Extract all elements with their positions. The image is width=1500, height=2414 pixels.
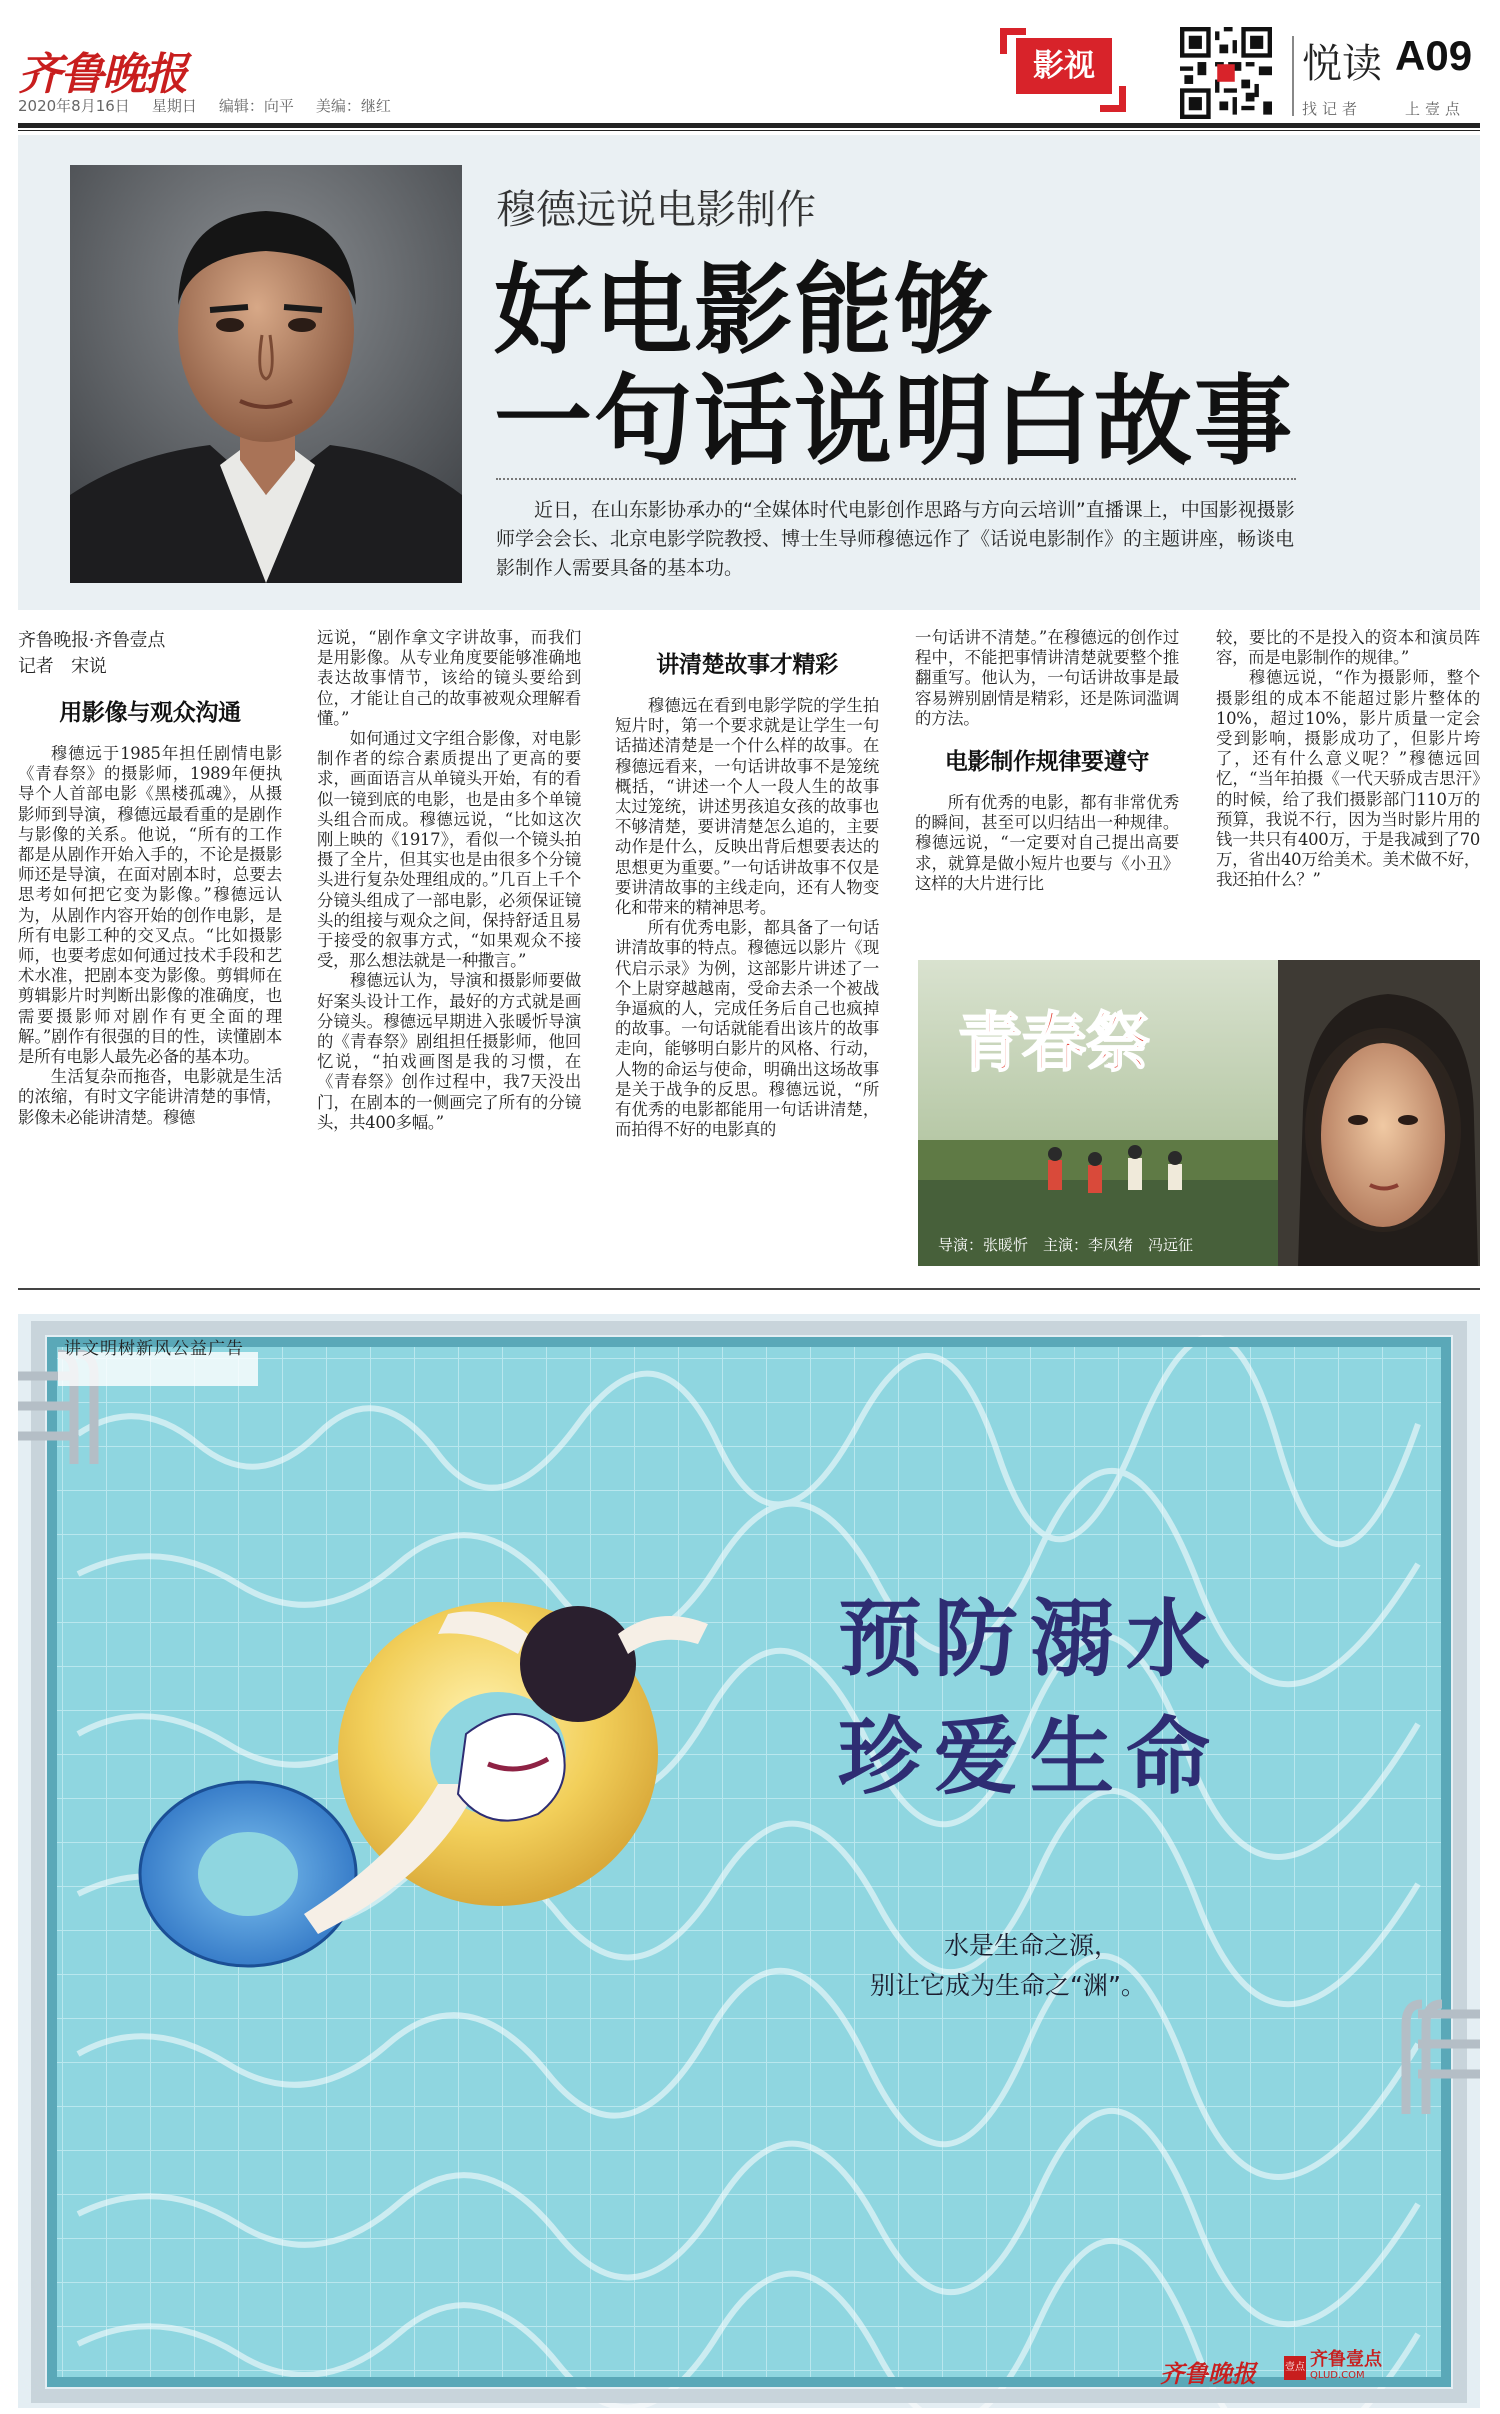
subhead-1: 用影像与观众沟通 xyxy=(59,700,241,726)
blue-swim-ring-icon xyxy=(140,1782,356,1966)
article-column-5 xyxy=(1216,628,1480,891)
masthead-slogan-left: 找记者 xyxy=(1302,100,1363,118)
article-headline-line2: 一句话说明白故事 xyxy=(494,365,1295,479)
paragraph: 穆德远在看到电影学院的学生拍短片时，第一个要求就是让学生一句话描述清楚是一个什么样的故事。在穆德远看来，一句话讲故事不是笼统概括，“讲述一个人一段人生的故事太过笼统，讲述男孩追女孩的故事也不够清楚，要讲清楚怎么追的，主要动作是什么，反映出背后想要表达的思想更为重要。”一句话讲故事不仅是要讲清故事的主线走向，还有人物变化和带来的精神思考。 xyxy=(615,696,879,918)
byline-outlet: 齐鲁晚报·齐鲁壹点 xyxy=(18,630,166,651)
paragraph: 穆德远说，“作为摄影师，整个摄影组的成本不能超过影片整体的10%，超过10%，影片质量一定会受到影响，摄影成功了，但影片垮了，还有什么意义呢？”穆德远回忆，“当年拍摄《一代天骄成吉思汗》的时候，给了我们摄影部门110万的预算，我说不行，因为当时影片用的钱一共只有400万，于是我减到了70万，省出40万给美术。美术做不好，我还拍什么？” xyxy=(1216,668,1480,890)
ad-newspaper-logo: 齐鲁晚报 xyxy=(1160,2359,1256,2388)
column-name: 悦读 xyxy=(1302,41,1382,87)
ad-label: 讲文明树新风公益广告 xyxy=(64,1339,244,1359)
section-tag: 影视 xyxy=(1016,38,1112,94)
article-column-1 xyxy=(18,628,282,1128)
paragraph: 如何通过文字组合影像，对电影制作者的综合素质提出了更高的要求，画面语言从单镜头开始，有的看似一镜到底的电影，也是由多个单镜头组合而成。穆德远说，“比如这次刚上映的《1917》，看似一个镜头拍摄了全片，但其实也是由很多个分镜头进行复杂处理组成的。”几百上千个分镜头组成了一部电影，必须保证镜头的组接与观众之间，保持舒适且易于接受的叙事方式，“如果观众不接受，那么想法就是一种撒言。” xyxy=(317,729,581,971)
paragraph: 一句话讲不清楚。”在穆德远的创作过程中，不能把事情讲清楚就要整个推翻重写。他认为，一句话讲故事是最容易辨别剧情是精彩，还是陈词滥调的方法。 xyxy=(915,628,1179,728)
masthead-rule-thin xyxy=(18,130,1480,131)
qr-code-icon[interactable] xyxy=(1180,27,1272,119)
paragraph: 生活复杂而拖沓，电影就是生活的浓缩，有时文字能讲清楚的事情，影像未必能讲清楚。穆德 xyxy=(18,1067,282,1127)
masthead-slogan-right: 上壹点 xyxy=(1405,100,1466,118)
paragraph: 所有优秀电影，都具备了一句话讲清故事的特点。穆德远以影片《现代启示录》为例，这部影片讲述了一个上尉穿越越南，受命去杀一个被战争逼疯的人，完成任务后自己也疯掉的故事。一句话就能看出该片的故事走向，能够明白影片的风格、行动，人物的命运与使命，明确出这场故事是关于战争的反思。穆德远说，“所有优秀的电影都能用一句话讲清楚，而拍得不好的电影真的 xyxy=(615,918,879,1140)
headline-divider xyxy=(496,478,1296,480)
masthead-divider xyxy=(1292,36,1294,116)
film-poster-title: 青春祭 xyxy=(958,1006,1150,1081)
ad-app-logo-name: 齐鲁壹点 xyxy=(1310,2349,1382,2370)
article-headline-line1: 好电影能够 xyxy=(494,254,995,368)
article-column-4 xyxy=(915,628,1179,894)
ad-tagline-line2: 别让它成为生命之“渊”。 xyxy=(870,1971,1146,2000)
designer-credit: 美编：继红 xyxy=(315,97,391,115)
paragraph: 穆德远于1985年担任剧情电影《青春祭》的摄影师，1989年便执导个人首部电影《黑楼孤魂》，从摄影师到导演，穆德远最看重的是剧作与影像的关系。他说，“所有的工作都是从剧作开始入手的，不论是摄影师还是导演，在面对剧本时，总要去思考如何把它变为影像。”穆德远认为，从剧作内容开始的创作电影，是所有电影工种的交叉点。“比如摄影师，也要考虑如何通过技术手段和艺术水准，把剧本变为影像。剪辑师在剪辑影片时判断出影像的准确度，也需要摄影师对剧作有更全面的理解。”剧作有很强的目的性，读懂剧本是所有电影人最先必备的基本功。 xyxy=(18,744,282,1067)
dateline xyxy=(18,95,413,116)
page-number: A09 xyxy=(1395,32,1473,79)
article-column-3 xyxy=(615,628,879,1140)
film-poster-credits: 导演：张暖忻 主演：李凤绪 冯远征 xyxy=(938,1236,1194,1254)
paragraph: 穆德远认为，导演和摄影师要做好案头设计工作，最好的方式就是画分镜头。穆德远早期进入张暖忻导演的《青春祭》剧组担任摄影师，他回忆说，“拍戏画图是我的习惯，在《青春祭》创作过程中，我7天没出门，在剧本的一侧画完了所有的分镜头，共400多幅。” xyxy=(317,971,581,1132)
article-kicker: 穆德远说电影制作 xyxy=(496,187,816,233)
newspaper-logo: 齐鲁晚报 xyxy=(18,49,186,100)
ad-app-logo xyxy=(1310,2349,1382,2384)
editor-credit: 编辑：向平 xyxy=(218,97,294,115)
drowning-prevention-ad xyxy=(18,1314,1480,2408)
section-separator xyxy=(18,1288,1480,1290)
subhead-3: 电影制作规律要遵守 xyxy=(944,749,1150,776)
ad-title-line1: 预防溺水 xyxy=(838,1589,1223,1688)
article-lead: 近日，在山东影协承办的“全媒体时代电影创作思路与方向云培训”直播课上，中国影视摄影师学会会长、北京电影学院教授、博士生导师穆德远作了《话说电影制作》的主题讲座，畅谈电影制作人需要具备的基本功。 xyxy=(496,499,1295,579)
paragraph: 所有优秀的电影，都有非常优秀的瞬间，甚至可以归结出一种规律。穆德远说，“一定要对自己提出高要求，就算是做小短片也要与《小丑》这样的大片进行比 xyxy=(915,793,1179,893)
issue-date: 2020年8月16日 xyxy=(18,97,130,115)
ad-app-logo-url: QLUD.COM xyxy=(1310,2370,1365,2381)
ad-tagline-line1: 水是生命之源， xyxy=(944,1931,1120,1960)
paragraph: 远说，“剧作拿文字讲故事，而我们是用影像。从专业角度要能够准确地表达故事情节，该给的镜头要给到位，才能让自己的故事被观众理解看懂。” xyxy=(317,628,581,728)
paragraph: 较，要比的不是投入的资本和演员阵容，而是电影制作的规律。” xyxy=(1216,628,1480,668)
article-column-2 xyxy=(317,628,581,1133)
ad-app-badge: 壹点 xyxy=(1284,2356,1306,2380)
portrait-photo xyxy=(70,165,462,583)
subhead-2: 讲清楚故事才精彩 xyxy=(656,652,838,678)
ad-title-line2: 珍爱生命 xyxy=(838,1707,1223,1806)
issue-weekday: 星期日 xyxy=(151,97,197,115)
masthead-rule xyxy=(18,123,1480,128)
film-poster-image xyxy=(918,960,1480,1266)
byline-reporter: 记者 宋说 xyxy=(18,656,107,677)
